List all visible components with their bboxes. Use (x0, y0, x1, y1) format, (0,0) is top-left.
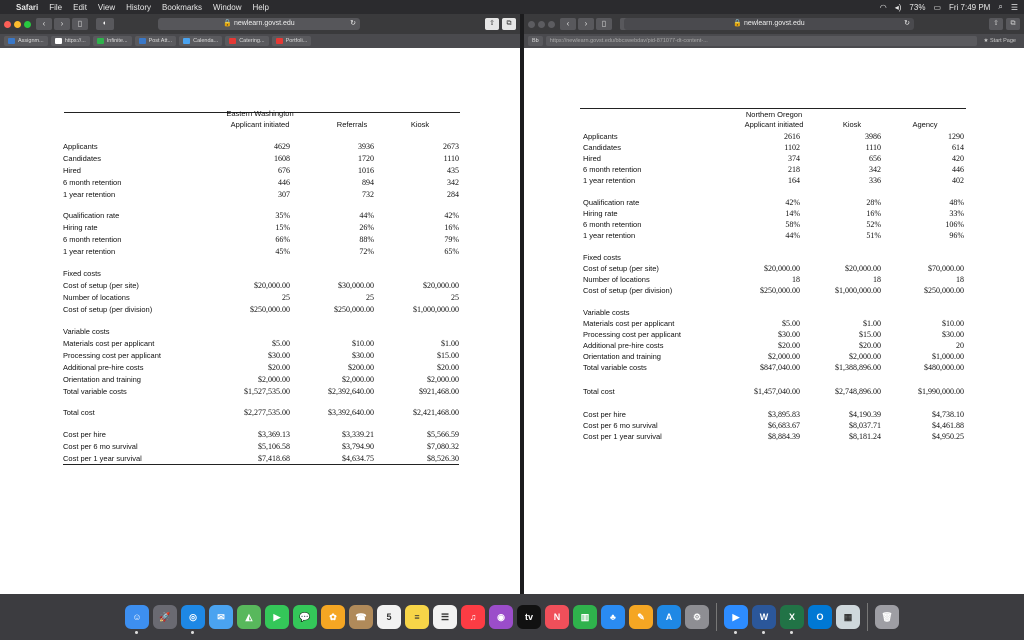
cell-value: 1110 (865, 143, 881, 152)
maps-icon[interactable]: ◭ (237, 605, 261, 629)
row-label: Cost per 6 mo survival (583, 421, 658, 430)
row-label: Number of locations (583, 275, 650, 284)
cell-value: $250,000.00 (924, 286, 964, 295)
cell-value: 1290 (948, 132, 964, 141)
cell-value: 342 (447, 178, 459, 187)
start-page-tab[interactable]: ★ Start Page (983, 38, 1016, 44)
favorite-label: Post Att... (148, 38, 173, 44)
cell-value: $8,037.71 (849, 421, 881, 430)
battery-percent[interactable]: 73% (909, 2, 926, 12)
cell-value: 16% (444, 223, 459, 232)
podcasts-icon[interactable]: ◉ (489, 605, 513, 629)
cell-value: $1,990,000.00 (918, 387, 964, 396)
sidebar-button[interactable]: ▯ (596, 18, 612, 30)
row-label: Hired (63, 166, 81, 175)
cell-value: 656 (869, 154, 881, 163)
sidebar-button[interactable]: ▯ (72, 18, 88, 30)
favorite-label: Portfoli... (285, 38, 308, 44)
tab-url[interactable]: https://newlearn.govst.edu/bbcswebdav/pid-871077-dt-content-... (546, 36, 977, 46)
news-icon[interactable]: N (545, 605, 569, 629)
row-label: 1 year retention (63, 190, 116, 199)
row-label: Materials cost per applicant (583, 319, 675, 328)
spotlight-icon[interactable]: ⌕ (998, 2, 1003, 11)
preview-icon[interactable]: ▦ (836, 605, 860, 629)
system-preferences-icon[interactable]: ⚙ (685, 605, 709, 629)
tab-favicon[interactable]: Bb (528, 36, 543, 46)
cell-value: 28% (866, 198, 881, 207)
cell-value: 42% (444, 211, 459, 220)
row-label: Total cost (583, 387, 615, 396)
cell-value: 732 (362, 190, 374, 199)
cell-value: $70,000.00 (928, 264, 964, 273)
cell-value: 79% (444, 235, 459, 244)
row-label: Qualification rate (583, 198, 640, 207)
menu-help[interactable]: Help (252, 2, 269, 12)
row-label: Total variable costs (63, 387, 127, 396)
cell-value: 1102 (784, 143, 800, 152)
cell-value: 66% (275, 235, 290, 244)
header-rule (580, 108, 966, 109)
cell-value: 284 (447, 190, 459, 199)
address-text: newlearn.govst.edu (743, 20, 805, 27)
column-header: Applicant initiated (744, 120, 804, 129)
cell-value: 614 (952, 143, 964, 152)
cell-value: 402 (952, 176, 964, 185)
column-header: Agency (912, 120, 938, 129)
back-button[interactable]: ‹ (36, 18, 52, 30)
cell-value: 435 (447, 166, 459, 175)
left-spreadsheet (0, 14, 520, 574)
cell-value: $847,040.00 (760, 363, 800, 372)
clock[interactable]: Fri 7:49 PM (949, 2, 991, 12)
cell-value: $2,000.00 (427, 375, 459, 384)
privacy-shield-icon[interactable]: ◐ (96, 18, 114, 30)
cell-value: $30.00 (268, 351, 290, 360)
row-label: Hiring rate (63, 223, 98, 232)
cell-value: 25 (282, 293, 290, 302)
cell-value: $20,000.00 (764, 264, 800, 273)
running-indicator (191, 631, 194, 634)
row-label: Cost per 1 year survival (63, 454, 142, 463)
status-area (880, 0, 1018, 14)
row-label: Candidates (583, 143, 621, 152)
row-label: Hiring rate (583, 209, 618, 218)
cell-value: 44% (785, 231, 800, 240)
cell-value: 25 (451, 293, 459, 302)
tv-icon[interactable]: tv (517, 605, 541, 629)
cell-value: $15.00 (859, 330, 881, 339)
cell-value: 894 (362, 178, 374, 187)
row-label: 6 month retention (583, 220, 642, 229)
cell-value: 42% (785, 198, 800, 207)
dock-separator (716, 603, 717, 631)
column-header: Kiosk (410, 120, 430, 129)
cell-value: 20 (956, 341, 964, 350)
row-label: Orientation and training (583, 352, 661, 361)
cell-value: 342 (869, 165, 881, 174)
cell-value: $5.00 (782, 319, 800, 328)
row-label: 1 year retention (583, 176, 636, 185)
reminders-icon[interactable]: ☰ (433, 605, 457, 629)
cell-value: $20,000.00 (423, 281, 459, 290)
volume-icon[interactable]: ◂) (894, 2, 902, 12)
cell-value: 218 (788, 165, 800, 174)
row-label: Total cost (63, 408, 95, 417)
row-label: 6 month retention (63, 178, 122, 187)
cell-value: 446 (952, 165, 964, 174)
row-label: Cost of setup (per division) (63, 305, 153, 314)
contacts-icon[interactable]: ☎ (349, 605, 373, 629)
row-label: Fixed costs (583, 253, 621, 262)
cell-value: 44% (359, 211, 374, 220)
cell-value: 52% (866, 220, 881, 229)
tab-overview-icon[interactable]: ⧉ (1006, 18, 1020, 30)
favorite-label: Infinite... (106, 38, 128, 44)
favorite-label: Catering... (239, 38, 265, 44)
cell-value: $1,388,896.00 (835, 363, 881, 372)
cell-value: $2,392,640.00 (328, 387, 374, 396)
cell-value: $30.00 (778, 330, 800, 339)
cell-value: 336 (869, 176, 881, 185)
menu-bar (0, 0, 1024, 14)
row-label: Cost per hire (63, 430, 106, 439)
dock (0, 594, 1024, 640)
cell-value: $2,421,468.00 (413, 408, 459, 417)
right-safari-window (524, 14, 1024, 594)
facetime-icon[interactable]: ▶ (265, 605, 289, 629)
cell-value: $2,000.00 (768, 352, 800, 361)
cell-value: 18 (792, 275, 800, 284)
cell-value: $1.00 (863, 319, 881, 328)
menu-safari[interactable]: Safari (16, 2, 39, 12)
cell-value: 58% (785, 220, 800, 229)
cell-value: 2673 (443, 142, 459, 151)
row-label: Cost per 6 mo survival (63, 442, 138, 451)
cell-value: 1608 (274, 154, 290, 163)
cell-value: $1,000,000.00 (413, 305, 459, 314)
row-label: 6 month retention (63, 235, 122, 244)
cell-value: $20.00 (778, 341, 800, 350)
cell-value: $3,369.13 (258, 430, 290, 439)
cell-value: $20,000.00 (254, 281, 290, 290)
cell-value: 25 (366, 293, 374, 302)
cell-value: 26% (359, 223, 374, 232)
cell-value: 3986 (865, 132, 881, 141)
cell-value: $921,468.00 (419, 387, 459, 396)
cell-value: 45% (275, 247, 290, 256)
region-title: Northern Oregon (745, 110, 803, 119)
battery-icon[interactable]: ▭ (933, 2, 941, 12)
row-label: Additional pre-hire costs (583, 341, 664, 350)
cell-value: $200.00 (348, 363, 374, 372)
cell-value: $8,884.39 (768, 432, 800, 441)
cell-value: $4,950.25 (932, 432, 964, 441)
cell-value: $8,181.24 (849, 432, 881, 441)
cell-value: $4,738.10 (932, 410, 964, 419)
cell-value: $20.00 (268, 363, 290, 372)
column-header: Referrals (336, 120, 368, 129)
cell-value: 65% (444, 247, 459, 256)
cell-value: $15.00 (437, 351, 459, 360)
cell-value: 18 (956, 275, 964, 284)
forward-button[interactable]: › (54, 18, 70, 30)
cell-value: $4,634.75 (342, 454, 374, 463)
word-icon[interactable]: W (752, 605, 776, 629)
wifi-icon[interactable]: ◠ (879, 2, 887, 12)
cell-value: $2,748,896.00 (835, 387, 881, 396)
cell-value: 4629 (274, 142, 290, 151)
favorite-label: Calenda... (193, 38, 219, 44)
numbers-icon[interactable]: ▥ (573, 605, 597, 629)
forward-button[interactable]: › (578, 18, 594, 30)
cell-value: $1,000,000.00 (835, 286, 881, 295)
photos-icon[interactable]: ✿ (321, 605, 345, 629)
outlook-icon[interactable]: O (808, 605, 832, 629)
cell-value: 35% (275, 211, 290, 220)
cell-value: $2,000.00 (342, 375, 374, 384)
calendar-icon[interactable]: 5 (377, 605, 401, 629)
back-button[interactable]: ‹ (560, 18, 576, 30)
notes-icon[interactable]: ≡ (405, 605, 429, 629)
row-label: Hired (583, 154, 601, 163)
cell-value: $3,392,640.00 (328, 408, 374, 417)
cell-value: $10.00 (942, 319, 964, 328)
cell-value: $2,277,535.00 (244, 408, 290, 417)
app-store-icon[interactable]: A (657, 605, 681, 629)
cell-value: 2616 (784, 132, 800, 141)
cell-value: 307 (278, 190, 290, 199)
keynote-icon[interactable]: ♣ (601, 605, 625, 629)
cell-value: 16% (866, 209, 881, 218)
cell-value: $5,566.59 (427, 430, 459, 439)
row-underline (63, 464, 459, 465)
cell-value: 676 (278, 166, 290, 175)
address-text: newlearn.govst.edu (233, 20, 295, 27)
running-indicator (762, 631, 765, 634)
menu-bookmarks[interactable]: Bookmarks (162, 2, 203, 12)
favorite-label: https://... (64, 38, 86, 44)
row-label: Qualification rate (63, 211, 120, 220)
reload-icon[interactable]: ↻ (904, 20, 910, 27)
cell-value: $30.00 (942, 330, 964, 339)
row-label: 1 year retention (63, 247, 116, 256)
cell-value: 88% (359, 235, 374, 244)
column-header: Applicant initiated (230, 120, 290, 129)
safari-icon[interactable]: ◎ (181, 605, 205, 629)
row-label: Additional pre-hire costs (63, 363, 144, 372)
running-indicator (734, 631, 737, 634)
region-title: Eastern Washington (226, 109, 294, 118)
left-safari-window (0, 14, 520, 594)
share-icon[interactable]: ⇧ (485, 18, 499, 30)
row-label: Cost of setup (per site) (63, 281, 139, 290)
row-label: Number of locations (63, 293, 130, 302)
cell-value: 374 (788, 154, 800, 163)
menu-window[interactable]: Window (213, 2, 242, 12)
row-label: Orientation and training (63, 375, 141, 384)
cell-value: 164 (788, 176, 800, 185)
row-label: 1 year retention (583, 231, 636, 240)
right-spreadsheet (524, 14, 1024, 574)
cell-value: $2,000.00 (258, 375, 290, 384)
trash-icon[interactable]: 🗑 (875, 605, 899, 629)
row-label: Variable costs (583, 308, 630, 317)
cell-value: 33% (949, 209, 964, 218)
messages-icon[interactable]: 💬 (293, 605, 317, 629)
cell-value: $250,000.00 (760, 286, 800, 295)
row-label: Cost per hire (583, 410, 626, 419)
cell-value: 1110 (443, 154, 459, 163)
column-header: Kiosk (842, 120, 862, 129)
tab-overview-icon[interactable]: ⧉ (502, 18, 516, 30)
finder-icon[interactable]: ☺ (125, 605, 149, 629)
cell-value: $10.00 (352, 339, 374, 348)
row-label: Applicants (583, 132, 618, 141)
menu-items (16, 3, 280, 12)
excel-icon[interactable]: X (780, 605, 804, 629)
pages-icon[interactable]: ✎ (629, 605, 653, 629)
cell-value: $480,000.00 (924, 363, 964, 372)
row-label: Cost per 1 year survival (583, 432, 662, 441)
cell-value: $7,080.32 (427, 442, 459, 451)
cell-value: 3936 (358, 142, 374, 151)
cell-value: $1,000.00 (932, 352, 964, 361)
cell-value: $7,418.68 (258, 454, 290, 463)
cell-value: $3,794.90 (342, 442, 374, 451)
menu-file[interactable]: File (49, 2, 63, 12)
cell-value: 1720 (358, 154, 374, 163)
cell-value: $30,000.00 (338, 281, 374, 290)
running-indicator (135, 631, 138, 634)
cell-value: 106% (945, 220, 964, 229)
running-indicator (790, 631, 793, 634)
cell-value: $1.00 (441, 339, 459, 348)
cell-value: $4,190.39 (849, 410, 881, 419)
row-label: 6 month retention (583, 165, 642, 174)
cell-value: $2,000.00 (849, 352, 881, 361)
cell-value: $250,000.00 (334, 305, 374, 314)
lock-icon: 🔒 (223, 20, 233, 27)
star-icon: ★ (983, 38, 990, 44)
menu-history[interactable]: History (126, 2, 152, 12)
row-label: Cost of setup (per division) (583, 286, 673, 295)
share-icon[interactable]: ⇧ (989, 18, 1003, 30)
cell-value: 14% (785, 209, 800, 218)
cell-value: 96% (949, 231, 964, 240)
cell-value: $5,106.58 (258, 442, 290, 451)
favorite-label: Assignm... (18, 38, 44, 44)
cell-value: 446 (278, 178, 290, 187)
row-label: Processing cost per applicant (583, 330, 681, 339)
cell-value: $20.00 (437, 363, 459, 372)
row-label: Cost of setup (per site) (583, 264, 659, 273)
cell-value: 48% (949, 198, 964, 207)
cell-value: $4,461.88 (932, 421, 964, 430)
cell-value: $8,526.30 (427, 454, 459, 463)
row-label: Materials cost per applicant (63, 339, 155, 348)
row-label: Processing cost per applicant (63, 351, 161, 360)
cell-value: $250,000.00 (250, 305, 290, 314)
mail-icon[interactable]: ✉ (209, 605, 233, 629)
row-label: Total variable costs (583, 363, 647, 372)
cell-value: 51% (866, 231, 881, 240)
cell-value: 72% (359, 247, 374, 256)
zoom-icon[interactable]: ▶ (724, 605, 748, 629)
row-label: Fixed costs (63, 269, 101, 278)
cell-value: $30.00 (352, 351, 374, 360)
cell-value: 1016 (358, 166, 374, 175)
notification-center-icon[interactable]: ☰ (1010, 2, 1018, 12)
cell-value: $1,527,535.00 (244, 387, 290, 396)
cell-value: $5.00 (272, 339, 290, 348)
launchpad-icon[interactable]: 🚀 (153, 605, 177, 629)
music-icon[interactable]: ♫ (461, 605, 485, 629)
row-label: Variable costs (63, 327, 110, 336)
cell-value: $6,683.67 (768, 421, 800, 430)
reload-icon[interactable]: ↻ (350, 20, 356, 27)
menu-edit[interactable]: Edit (73, 2, 87, 12)
cell-value: 18 (873, 275, 881, 284)
cell-value: $1,457,040.00 (754, 387, 800, 396)
cell-value: 15% (275, 223, 290, 232)
cell-value: 420 (952, 154, 964, 163)
row-label: Applicants (63, 142, 98, 151)
dock-separator (867, 603, 868, 631)
row-label: Candidates (63, 154, 101, 163)
cell-value: $20.00 (859, 341, 881, 350)
lock-icon: 🔒 (733, 20, 743, 27)
cell-value: $3,895.83 (768, 410, 800, 419)
cell-value: $20,000.00 (845, 264, 881, 273)
menu-view[interactable]: View (97, 2, 116, 12)
cell-value: $3,339.21 (342, 430, 374, 439)
